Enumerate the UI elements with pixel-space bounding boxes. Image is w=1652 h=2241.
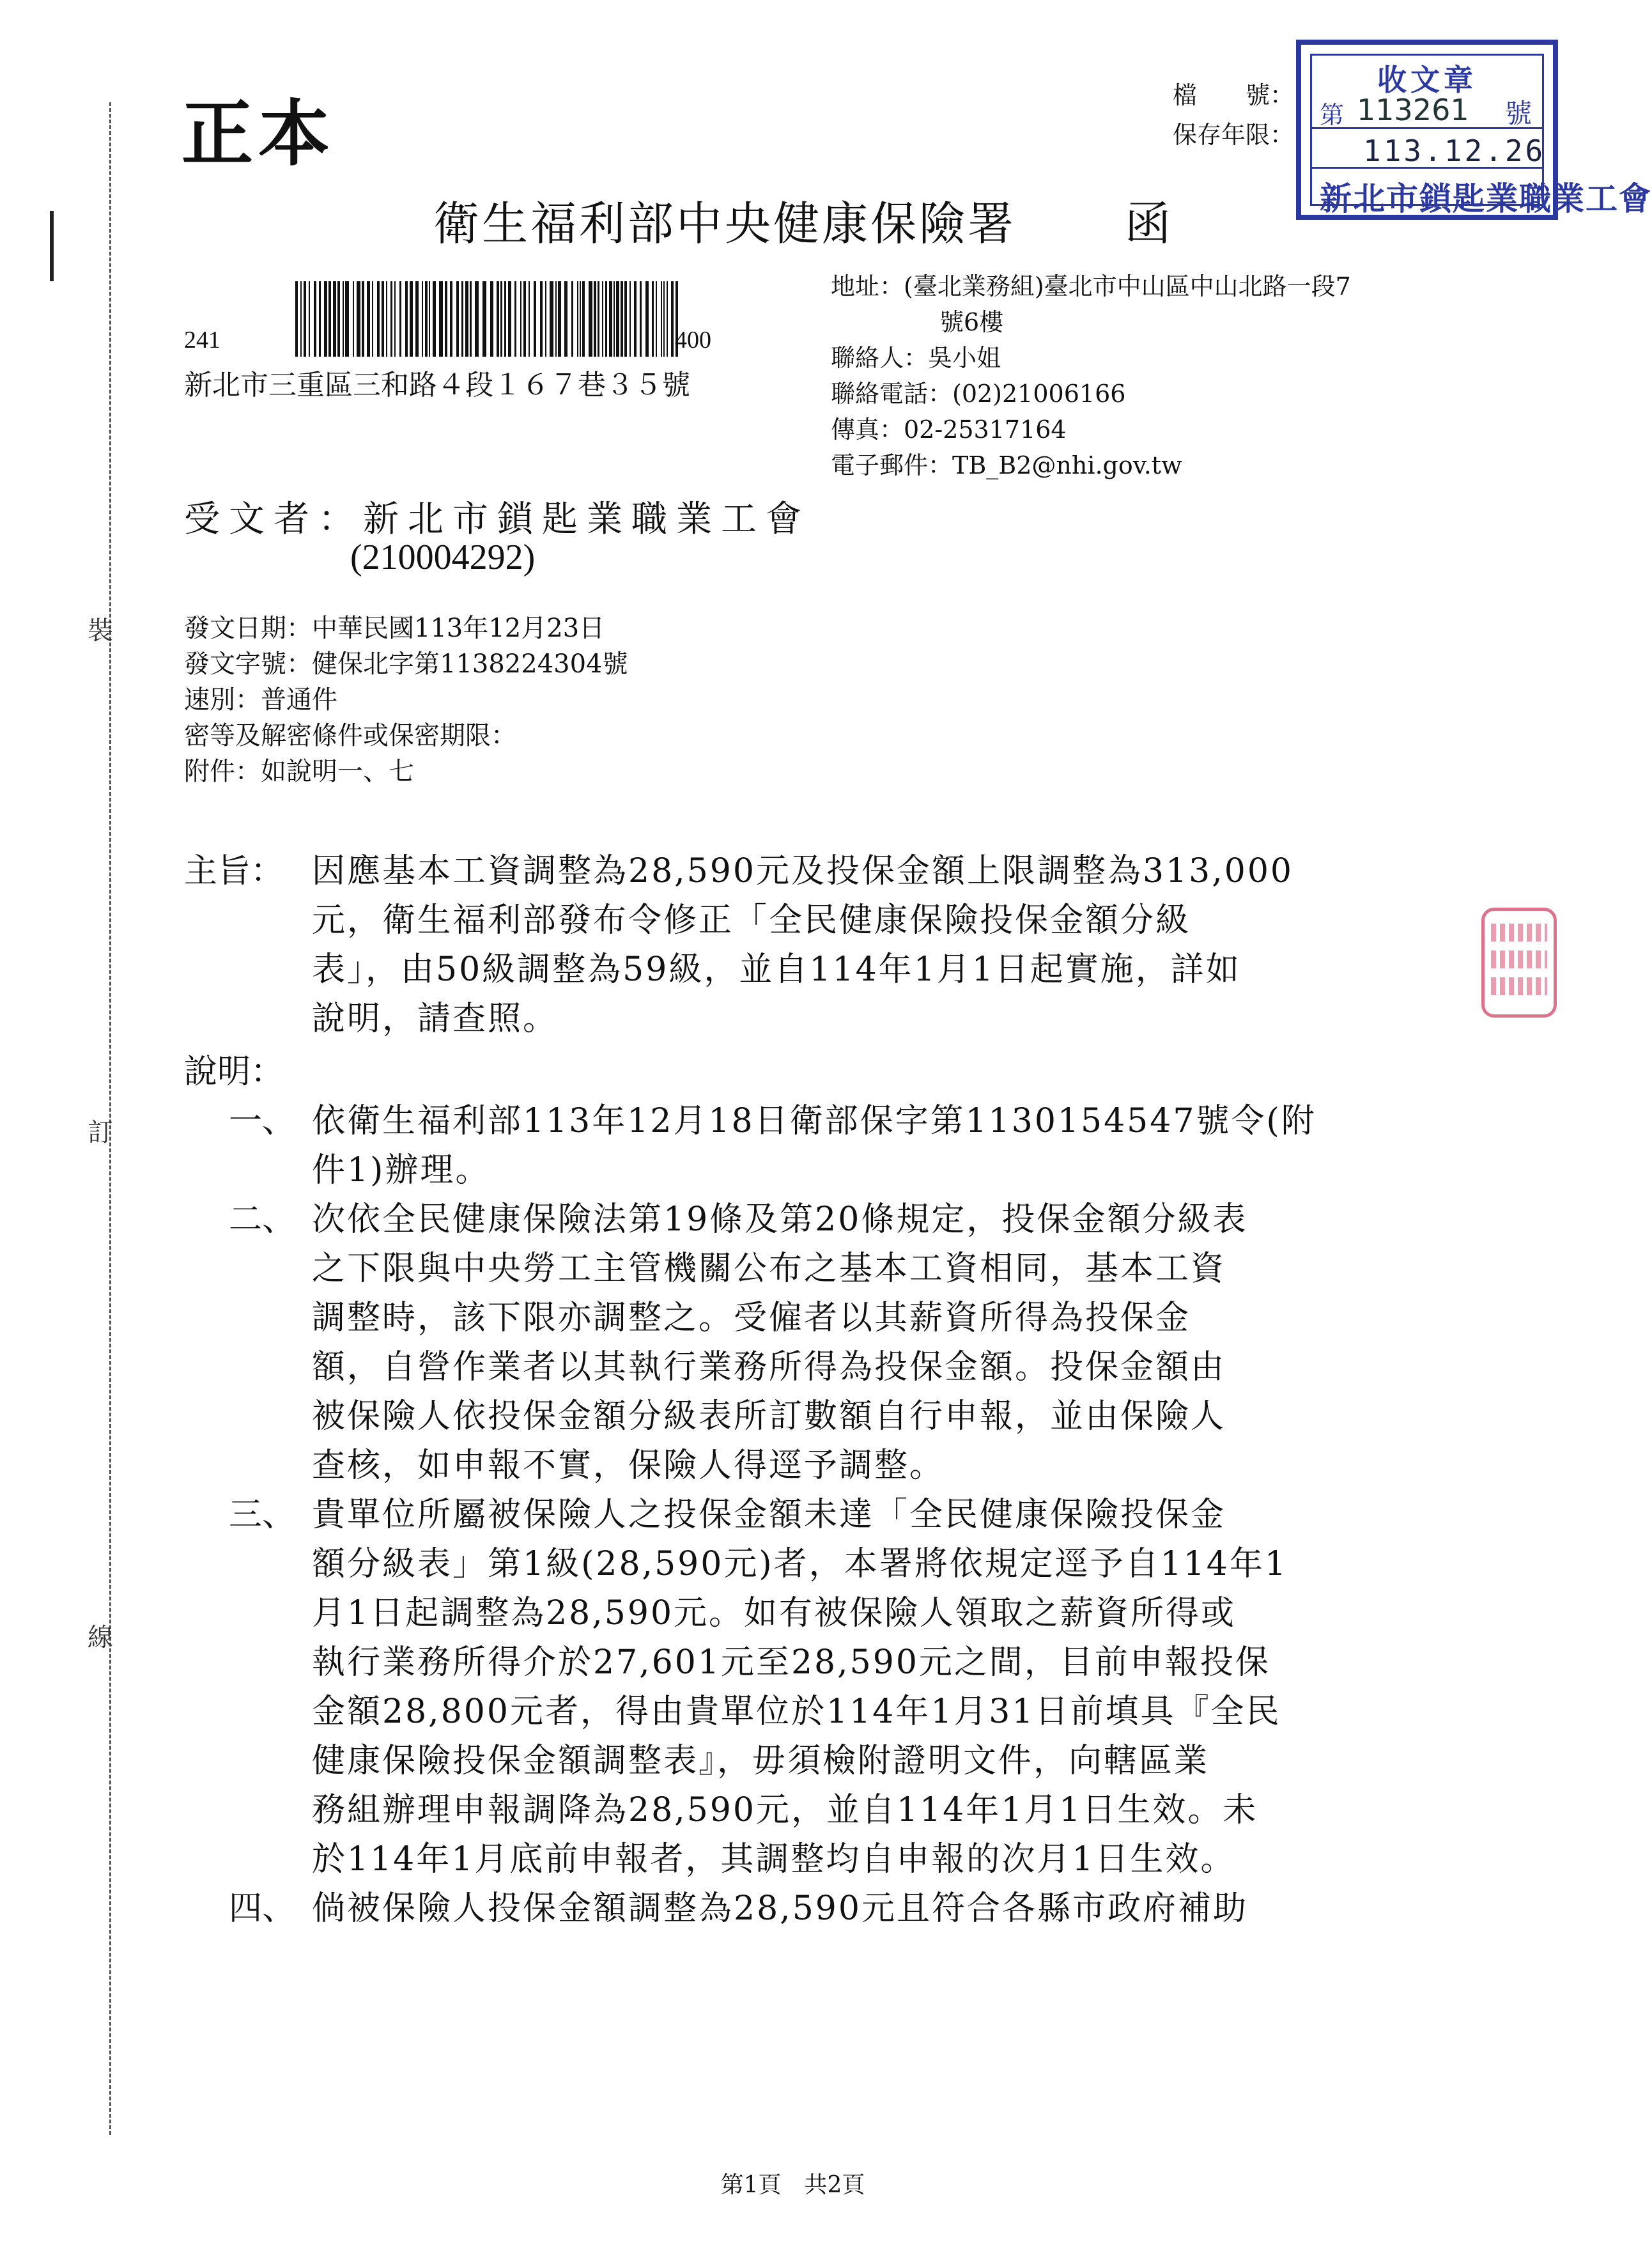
postal-barcode <box>295 281 679 357</box>
barcode-bar <box>571 281 573 357</box>
receive-stamp-number: 113261 <box>1357 93 1469 127</box>
zip-code-right: 400 <box>675 327 711 353</box>
barcode-bar <box>602 281 603 357</box>
subject-line: 因應基本工資調整為28,590元及投保金額上限調整為313,000 <box>312 852 1293 890</box>
barcode-bar <box>333 281 336 357</box>
barcode-bar <box>357 281 360 357</box>
barcode-bar <box>652 281 654 357</box>
barcode-bar <box>343 281 344 357</box>
receive-stamp-title: 收文章 <box>1377 63 1477 97</box>
red-seal-stamp <box>1481 908 1557 1018</box>
barcode-bar <box>520 281 521 357</box>
barcode-bar <box>490 281 493 357</box>
barcode-bar <box>621 281 623 357</box>
barcode-bar <box>580 281 581 357</box>
binding-tick-mark <box>50 211 54 281</box>
contact-address-line1: 地址：(臺北業務組)臺北市中山區中山北路一段7 <box>831 272 1351 300</box>
barcode-bar <box>577 281 578 357</box>
receive-stamp-suffix: 號 <box>1504 98 1532 129</box>
barcode-bar <box>475 281 479 357</box>
barcode-bar <box>422 281 423 357</box>
barcode-bar <box>645 281 649 357</box>
explanation-item-4 <box>184 1884 1564 1934</box>
explanation-item-2 <box>184 1195 1564 1491</box>
item-line: 次依全民健康保險法第19條及第20條規定，投保金額分級表 <box>312 1200 1248 1239</box>
file-number-label: 檔 號： <box>1173 81 1295 109</box>
document-type: 函 <box>1125 197 1171 251</box>
barcode-bar <box>337 281 340 357</box>
mailing-address: 新北市三重區三和路４段１６７巷３５號 <box>184 369 690 401</box>
barcode-bar <box>555 281 557 357</box>
barcode-bar <box>399 281 401 357</box>
barcode-bar <box>415 281 419 357</box>
item-line: 之下限與中央勞工主管機關公布之基本工資相同，基本工資 <box>312 1250 1226 1288</box>
barcode-bar <box>470 281 472 357</box>
item-line: 月1日起調整為28,590元。如有被保險人領取之薪資所得或 <box>312 1594 1237 1632</box>
binding-char-ding: 訂 <box>88 1118 113 1147</box>
barcode-bar <box>545 281 546 357</box>
barcode-bar <box>309 281 310 357</box>
page-footer: 第1頁 共2頁 <box>720 2172 865 2198</box>
contact-email: 電子郵件：TB_B2@nhi.gov.tw <box>831 451 1182 479</box>
barcode-bar <box>629 281 631 357</box>
barcode-bar <box>634 281 637 357</box>
barcode-bar <box>324 281 327 357</box>
barcode-bar <box>465 281 468 357</box>
copy-label: 正本 <box>181 92 335 176</box>
barcode-bar <box>445 281 447 357</box>
barcode-bar <box>564 281 567 357</box>
barcode-bar <box>433 281 436 357</box>
barcode-bar <box>656 281 657 357</box>
subject-paragraph <box>184 847 1564 1044</box>
barcode-bar <box>624 281 627 357</box>
barcode-bar <box>386 281 387 357</box>
barcode-bar <box>429 281 430 357</box>
barcode-bar <box>382 281 384 357</box>
stamp-divider <box>1312 127 1542 129</box>
barcode-bar <box>353 281 354 357</box>
barcode-bar <box>345 281 349 357</box>
barcode-bar <box>550 281 553 357</box>
barcode-bar <box>589 281 592 357</box>
barcode-bar <box>319 281 321 357</box>
barcode-bar <box>598 281 599 357</box>
item-line: 執行業務所得介於27,601元至28,590元之間，目前申報投保 <box>312 1643 1270 1682</box>
item-line: 倘被保險人投保金額調整為28,590元且符合各縣市政府補助 <box>312 1889 1248 1928</box>
item-line: 依衛生福利部113年12月18日衛部保字第1130154547號令(附 <box>312 1102 1316 1140</box>
item-line: 被保險人依投保金額分級表所訂數額自行申報，並由保險人 <box>312 1397 1226 1436</box>
barcode-bar <box>390 281 392 357</box>
barcode-bar <box>508 281 511 357</box>
item-number: 一、 <box>229 1102 296 1140</box>
explanation-item-1 <box>184 1097 1564 1195</box>
issue-number: 發文字號：健保北字第1138224304號 <box>184 649 628 679</box>
barcode-bar <box>661 281 662 357</box>
contact-fax: 傳真：02-25317164 <box>831 415 1067 444</box>
barcode-bar <box>663 281 665 357</box>
subject-label: 主旨： <box>184 852 284 890</box>
barcode-bar <box>609 281 612 357</box>
contact-phone: 聯絡電話：(02)21006166 <box>831 380 1126 408</box>
barcode-bar <box>394 281 396 357</box>
agency-title: 衛生福利部中央健康保險署 <box>433 197 1017 251</box>
item-line: 金額28,800元者，得由貴單位於114年1月31日前填具『全民 <box>312 1693 1281 1731</box>
barcode-bar <box>540 281 543 357</box>
binding-char-zhuang: 裝 <box>88 616 113 646</box>
item-line: 於114年1月底前申報者，其調整均自申報的次月1日生效。 <box>312 1840 1236 1879</box>
barcode-bar <box>671 281 674 357</box>
barcode-bar <box>410 281 413 357</box>
barcode-bar <box>367 281 370 357</box>
subject-line: 元，衛生福利部發布令修正「全民健康保險投保金額分級 <box>312 901 1191 940</box>
barcode-bar <box>523 281 526 357</box>
item-line: 貴單位所屬被保險人之投保金額未達「全民健康保險投保金 <box>312 1496 1226 1534</box>
barcode-bar <box>482 281 486 357</box>
zip-code-left: 241 <box>184 327 220 353</box>
issue-date: 發文日期：中華民國113年12月23日 <box>184 614 605 643</box>
barcode-bar <box>372 281 373 357</box>
barcode-bar <box>304 281 306 357</box>
barcode-bar <box>616 281 619 357</box>
receive-stamp-prefix: 第 <box>1320 101 1345 129</box>
barcode-bar <box>594 281 596 357</box>
barcode-bar <box>300 281 302 357</box>
barcode-bar <box>605 281 607 357</box>
barcode-bar <box>667 281 668 357</box>
item-line: 額分級表」第1級(28,590元)者，本署將依規定逕予自114年1 <box>312 1545 1288 1583</box>
item-number: 四、 <box>229 1889 296 1928</box>
subject-line: 說明，請查照。 <box>312 1000 559 1038</box>
barcode-bar <box>425 281 428 357</box>
barcode-bar <box>497 281 499 357</box>
contact-block <box>831 268 1351 483</box>
attachment: 附件：如說明一、七 <box>184 757 414 786</box>
contact-person: 聯絡人：吳小姐 <box>831 344 1001 372</box>
subject-line: 表」，由50級調整為59級，並自114年1月1日起實施，詳如 <box>312 950 1241 989</box>
barcode-bar <box>582 281 585 357</box>
recipient-code: (210004292) <box>350 538 536 577</box>
contact-address-line2: 號6樓 <box>939 308 1004 336</box>
barcode-bar <box>640 281 642 357</box>
receive-stamp-org: 新北市鎖匙業職業工會 <box>1320 180 1652 217</box>
binding-char-xian: 線 <box>88 1623 113 1652</box>
receive-stamp-date: 113.12.26 <box>1363 134 1546 168</box>
barcode-bar <box>504 281 506 357</box>
item-line: 額，自營作業者以其執行業務所得為投保金額。投保金額由 <box>312 1348 1226 1386</box>
barcode-bar <box>514 281 516 357</box>
receive-stamp-inner <box>1310 54 1652 217</box>
barcode-bar <box>314 281 316 357</box>
item-line: 調整時，該下限亦調整之。受僱者以其薪資所得為投保金 <box>312 1299 1191 1337</box>
file-number-labels <box>1173 75 1294 155</box>
item-line: 件1)辦理。 <box>312 1151 491 1190</box>
document-body <box>184 847 1564 1934</box>
speed-class: 速別：普通件 <box>184 685 337 715</box>
barcode-bar <box>295 281 298 357</box>
item-number: 二、 <box>229 1200 296 1239</box>
barcode-bar <box>558 281 561 357</box>
item-line: 健康保險投保金額調整表』，毋須檢附證明文件，向轄區業 <box>312 1742 1210 1780</box>
barcode-bar <box>456 281 459 357</box>
subject-text <box>312 847 1564 1044</box>
stamp-divider <box>1312 167 1542 169</box>
item-line: 查核，如申報不實，保險人得逕予調整。 <box>312 1446 945 1485</box>
barcode-bar <box>377 281 380 357</box>
barcode-bar <box>614 281 615 357</box>
item-line: 務組辦理申報調降為28,590元，並自114年1月1日生效。未 <box>312 1791 1258 1829</box>
barcode-bar <box>405 281 408 357</box>
barcode-bar <box>450 281 452 357</box>
item-number: 三、 <box>229 1496 296 1534</box>
barcode-bar <box>439 281 443 357</box>
confidentiality: 密等及解密條件或保密期限： <box>184 721 516 750</box>
barcode-bar <box>328 281 331 357</box>
retention-period-label: 保存年限： <box>1173 121 1295 149</box>
barcode-bar <box>362 281 364 357</box>
explanation-label: 說明： <box>184 1053 284 1091</box>
barcode-bar <box>500 281 502 357</box>
barcode-bar <box>534 281 536 357</box>
barcode-bar <box>461 281 463 357</box>
receive-stamp <box>1296 40 1652 220</box>
document-meta <box>184 610 628 789</box>
barcode-bar <box>529 281 530 357</box>
recipient: 受文者：新北市鎖匙業職業工會 <box>184 499 810 540</box>
explanation-item-3 <box>184 1491 1564 1884</box>
